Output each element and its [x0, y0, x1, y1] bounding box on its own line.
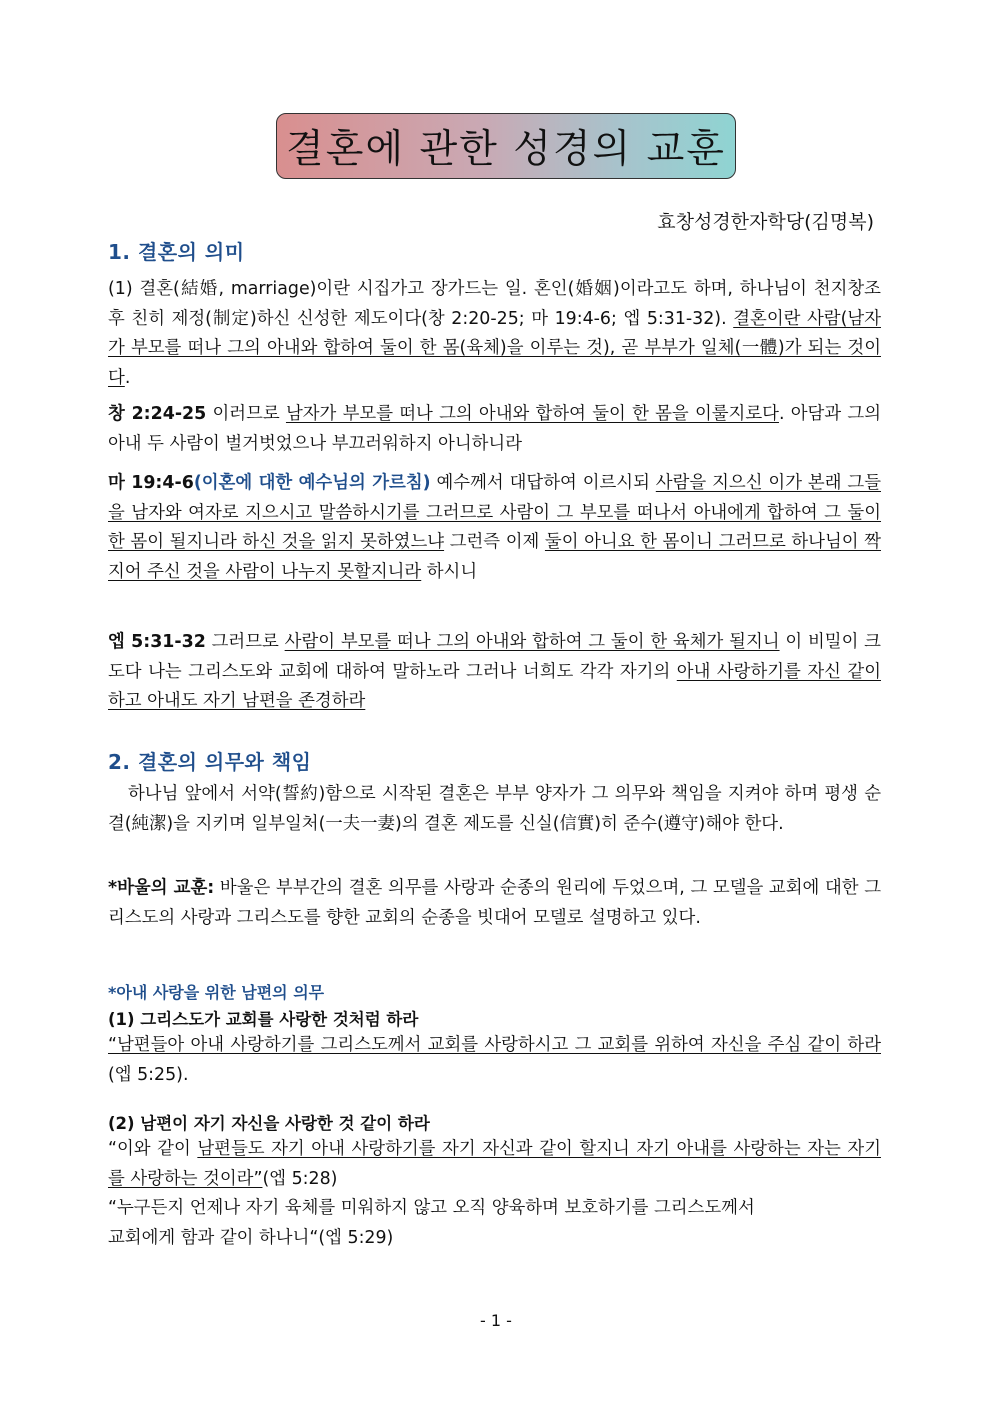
text: 하시니	[421, 561, 478, 582]
paul-teaching	[108, 874, 881, 933]
underlined-text: 사람이 부모를 떠나 그의 아내와 합하여 그 둘이 한 육체가 될지니	[284, 632, 780, 652]
duty1-quote	[108, 1031, 881, 1090]
underlined-text: 둘이 아니요 한 몸이니 그러므로 하나님이 짝지어 주신 것을 사람이 나누지 못할지니라	[108, 532, 881, 582]
text: “이와 같이	[108, 1139, 198, 1159]
text: (엡 5:25).	[108, 1064, 189, 1085]
verse-note: (이혼에 대한 예수님의 가르침)	[193, 473, 431, 493]
underlined-text: 남편들도 자기 아내 사랑하기를 자기 자신과 같이 할지니 자기 아내를 사랑하는 자는 자기를 사랑하는 것이라”	[108, 1139, 881, 1189]
section2-heading: 2. 결혼의 의무와 책임	[108, 750, 312, 774]
duty2-quote	[108, 1135, 881, 1194]
underlined-text: 사람을 지으신 이가 본래 그들을 남자와 여자로 지으시고 말씀하시기를 그러므로 사람이 그 부모를 떠나서 아내에게 합하여 그 둘이 한 몸이 될지니라 하신 것을 읽지 못하였느냐	[108, 473, 882, 552]
text: . 아담과 그의 아내 두 사람이 벌거벗었으나 부끄러워하지 아니하니라	[108, 404, 881, 454]
duty1-title: (1) 그리스도가 교회를 사랑한 것처럼 하라	[108, 1010, 419, 1029]
verse-genesis	[108, 400, 881, 459]
section1-paragraph1	[108, 275, 881, 393]
underlined-text: “남편들아 아내 사랑하기를 그리스도께서 교회를 사랑하시고 그 교회를 위하여 자신을 주심 같이 하라	[108, 1035, 881, 1055]
underlined-text: 아내 사랑하기를 자신 같이 하고 아내도 자기 남편을 존경하라	[108, 661, 881, 711]
text: “누구든지 언제나 자기 육체를 미워하지 않고 오직 양육하며 보호하기를 그리스도께서	[108, 1198, 755, 1218]
text: .	[124, 367, 131, 388]
verse-reference: 엡 5:31-32	[108, 632, 206, 652]
author: 효창성경한자학당(김명복)	[657, 211, 874, 233]
duty2-title: (2) 남편이 자기 자신을 사랑한 것 같이 하라	[108, 1114, 430, 1133]
paul-teaching-label: *바울의 교훈:	[108, 878, 215, 898]
title-text: 결혼에 관한 성경의 교훈	[286, 127, 726, 172]
text: 그런즉 이제	[444, 532, 545, 552]
section1-heading: 1. 결혼의 의미	[108, 240, 245, 264]
verse-reference: 창 2:24-25	[108, 404, 207, 424]
text: 이러므로	[206, 404, 286, 424]
text: 교회에게 함과 같이 하나니“(엡 5:29)	[108, 1227, 394, 1248]
husband-duty-subheading: *아내 사랑을 위한 남편의 의무	[108, 983, 325, 1002]
text: 이 비밀이 크도다 나는 그리스도와 교회에 대하여 말하노라 그러나 너희도 각각 자기의	[108, 632, 881, 682]
duty2-quote2	[108, 1194, 881, 1253]
verse-matthew	[108, 469, 881, 587]
text: 예수께서 대답하여 이르시되	[430, 473, 656, 493]
text: (엡 5:28)	[262, 1168, 338, 1189]
page-number: - 1 -	[480, 1311, 512, 1330]
text: (1) 결혼(結婚, marriage)이란 시집가고 장가드는 일. 혼인(婚姻)이라고도 하며, 하나님이 천지창조 후 친히 제정(制定)하신 신성한 제도이다(창 2:20-25; 마 19:4-6; 엡 5:31-32).	[108, 279, 881, 329]
verse-ephesians	[108, 628, 881, 717]
text: 그러므로	[205, 632, 285, 652]
document-title	[276, 113, 736, 179]
text: 바울은 부부간의 결혼 의무를 사랑과 순종의 원리에 두었으며, 그 모델을 교회에 대한 그리스도의 사랑과 그리스도를 향한 교회의 순종을 빗대어 모델로 설명하고 있다.	[108, 878, 881, 928]
underlined-text: 남자가 부모를 떠나 그의 아내와 합하여 둘이 한 몸을 이룰지로다	[285, 404, 779, 424]
section2-paragraph1: 하나님 앞에서 서약(誓約)함으로 시작된 결혼은 부부 양자가 그 의무와 책임을 지켜야 하며 평생 순결(純潔)을 지키며 일부일처(一夫一妻)의 결혼 제도를 신실(信實)히 준수(遵守)해야 한다.	[108, 784, 881, 834]
verse-reference: 마 19:4-6	[108, 473, 194, 493]
underlined-text: 결혼이란 사람(남자가 부모를 떠나 그의 아내와 합하여 둘이 한 몸(육체)을 이루는 것), 곧 부부가 일체(一體)가 되는 것이다	[108, 308, 881, 388]
